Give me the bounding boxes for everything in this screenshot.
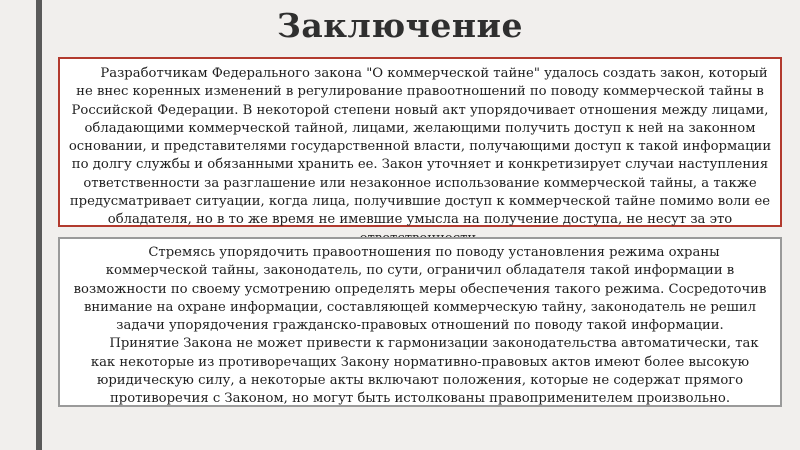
conclusion-box-primary (58, 57, 782, 227)
conclusion-paragraph-2: Стремясь упорядочить правоотношения по поводу установления режима охраны коммерческой тайны, законодатель, по сути, ограничил обладателя такой информации в возможности по своему усмотрению определять меры обеспечения такого режима. Сосредоточив внимание на охране информации, составляющей коммерческую тайну, законодатель не решил задачи упорядочения гражданско-правовых отношений по поводу такой информации. (73, 245, 767, 334)
left-accent-bar (36, 0, 42, 450)
conclusion-paragraph-1: Разработчикам Федерального закона "О коммерческой тайне" удалось создать закон, который не внес коренных изменений в регулирование правоотношений по поводу коммерческой тайны в Российской Федерации. В некоторой степени новый акт упорядочивает отношения между лицами, обладающими коммерческой тайной, лицами, желающими получить доступ к ней на законном основании, и представителями государственной власти, получающими доступ к такой информации по долгу службы и обязанными хранить ее. Закон уточняет и конкретизирует случаи наступления ответственности за разглашение или незаконное использование коммерческой тайны, а также предусматривает ситуации, когда лица, получившие доступ к коммерческой тайне помимо воли ее обладателя, но в то же время не имевшие умысла на получение доступа, не несут за это (68, 66, 772, 228)
conclusion-box-secondary (58, 237, 782, 407)
conclusion-paragraph-3: Принятие Закона не может привести к гармонизации законодательства автоматически, так как некоторые из противоречащих Закону нормативно-правовых актов имеют более высокую юридическую силу, а некоторые акты включают положения, которые не содержат прямого противоречия с Законом, но могут быть истолкованы правоприменителем произвольно. (90, 336, 759, 407)
slide-title: Заключение (277, 6, 523, 45)
